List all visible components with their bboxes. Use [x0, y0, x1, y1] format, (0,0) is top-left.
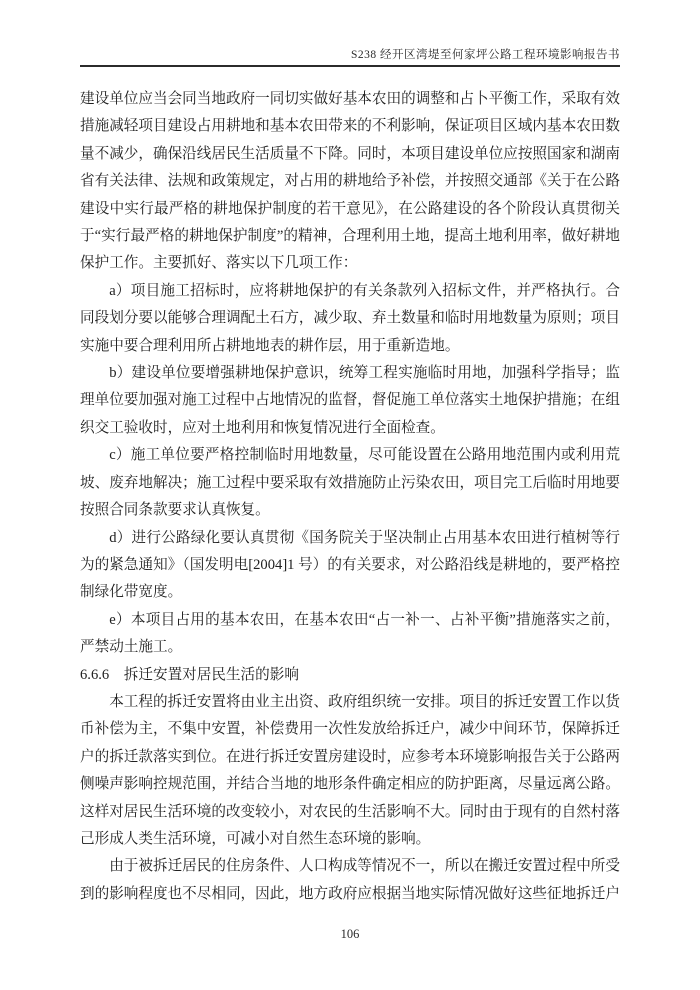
- paragraph-relocation-2: 由于被拆迁居民的住房条件、人口构成等情况不一，所以在搬迁安置过程中所受到的影响程度也不尽相同，因此，地方政府应根据当地实际情况做好这些征地拆迁户: [80, 858, 620, 902]
- page-number: 106: [340, 927, 360, 941]
- running-header-title: S238 经开区湾堤至何家坪公路工程环境影响报告书: [350, 49, 620, 61]
- paragraph-intro: 建设单位应当会同当地政府一同切实做好基本农田的调整和占卜平衡工作，采取有效措施减轻项目建设占用耕地和基本农田带来的不利影响，保证项目区域内基本农田数量不减少，确保沿线居民生活质量不下降。同时，本项目建设单位应按照国家和湖南省有关法律、法规和政策规定，对占用的耕地给予补偿，并按照交通部《关于在公路建设中实行最严格的耕地保护制度的若干意见》，在公路建设的各个阶段认真贯彻关于“实行最严格的耕地保护制度”的精神，合理利用土地，提高土地利用率，做好耕地保护工作。主要抓好、落实以下几项工作：: [80, 91, 620, 272]
- section-title: 拆迁安置对居民生活的影响: [123, 666, 299, 683]
- list-item-a: a）项目施工招标时，应将耕地保护的有关条款列入招标文件，并严格执行。合同段划分要以能够合理调配土石方，减少取、弃土数量和临时用地数量为原则；项目实施中要合理利用所占耕地地表的耕作层，用于重新造地。: [80, 282, 620, 354]
- list-item-c: c）施工单位要严格控制临时用地数量，尽可能设置在公路用地范围内或利用荒坡、废弃地解决；施工过程中要采取有效措施防止污染农田，项目完工后临时用地要按照合同条款要求认真恢复。: [80, 447, 620, 519]
- paragraph-relocation-1: 本工程的拆迁安置将由业主出资、政府组织统一安排。项目的拆迁安置工作以货币补偿为主，不集中安置，补偿费用一次性发放给拆迁户，减少中间环节，保障拆迁户的拆迁款落实到位。在进行拆迁安置房建设时，应参考本环境影响报告关于公路两侧噪声影响控规范围，并结合当地的地形条件确定相应的防护距离，尽量远离公路。这样对居民生活环境的改变较小，对农民的生活影响不大。同时由于现有的自然村落己形成人类生活环境，可减小对自然生态环境的影响。: [80, 693, 620, 847]
- list-item-e: e）本项目占用的基本农田，在基本农田“占一补一、占补平衡”措施落实之前，严禁动土施工。: [80, 611, 620, 656]
- section-number: 6.6.6: [80, 666, 110, 683]
- header-rule: [80, 65, 620, 67]
- list-item-b: b）建设单位要增强耕地保护意识，统筹工程实施临时用地，加强科学指导；监理单位要加强对施工过程中占地情况的监督，督促施工单位落实土地保护措施；在组织交工验收时，应对土地利用和恢复情况进行全面检查。: [80, 365, 620, 436]
- list-item-d: d）进行公路绿化要认真贯彻《国务院关于坚决制止占用基本农田进行植树等行为的紧急通知》（国发明电[2004]1 号）的有关要求，对公路沿线是耕地的，要严格控制绿化带宽度。: [80, 529, 620, 601]
- document-body: [80, 86, 620, 908]
- section-heading-666: [80, 662, 620, 689]
